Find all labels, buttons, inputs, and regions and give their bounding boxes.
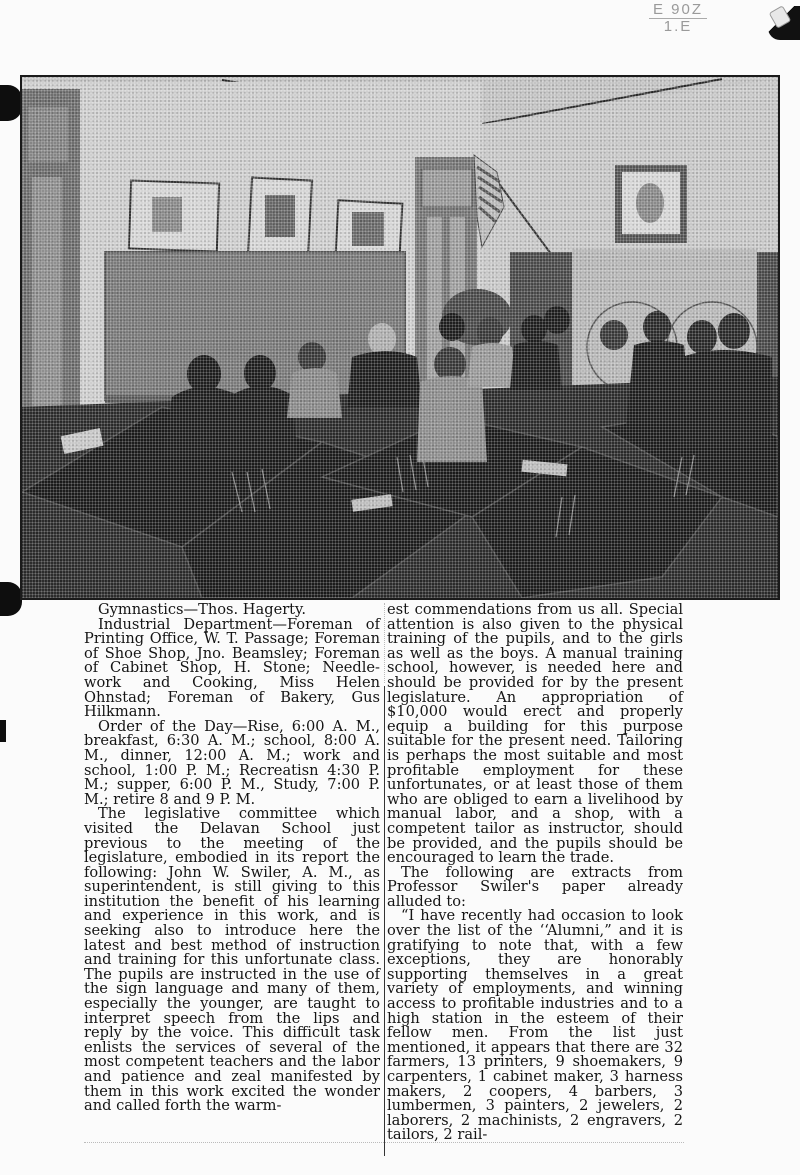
paragraph-commendations: est commendations from us all. Special attention is also given to the physical training of the pupils, and to the girls as well as the boys. A manual training school, however, is needed here and should be provided for by the present legislature. An appropriation of $10,000 would erect and properly equip a building for this purpose suitable for the present need. Tailoring is perhaps the most suitable and most profitable employment for these unfortunates, or at least those of them who are obliged to earn a livelihood by manual labor, and a shop, with a competent tailor as instructor, should be provided, and the pupils should be encouraged to learn the trade. (387, 601, 683, 867)
binder-hole-mark (0, 582, 22, 616)
paragraph-extracts-intro: The following are extracts from Professor Swiler's paper already alluded to: (387, 863, 683, 910)
column-divider (384, 686, 385, 1156)
bottom-rule (84, 1142, 684, 1144)
article-body (84, 603, 684, 1153)
column-divider-dotted (384, 603, 386, 683)
annotation-line-1: E 90Z (649, 2, 707, 19)
binder-edge-mark (0, 720, 6, 742)
paper-clip-icon (768, 6, 800, 40)
paragraph-legislative-committee: The legislative committee which visited the Delavan School just previous to the meeting of the legislature, embodied in its report the following: John W. Swiler, A. M., as superintendent, is still giving to this institution the benefit of his learning and experience in this work, and is seeking also to introduce here the latest and best method of instruction and training for this unfortunate class. The pupils are instructed in the use of the sign language and many of them, especially the younger, are taught to interpret speech from the lips and reply by the voice. This difficult task enlists the services of several of the most competent teachers and the labor and patience and zeal manifested by them in this work excited the wonder and called forth the warm- (84, 805, 380, 1115)
article-column-right (387, 603, 683, 1143)
paragraph-alumni-quote: “I have recently had occasion to look over the list of the ‘‘Alumni,” and it is gratifying to note that, with a few exceptions, they are honorably supporting themselves in a great variety of employments, and winning access to profitable industries and to a high station in the esteem of their fellow men. From the list just mentioned, it appears that there are 32 farmers, 13 printers, 9 shoemakers, 9 carpenters, 1 cabinet maker, 3 harness makers, 2 coopers, 4 barbers, 3 lumbermen, 3 painters, 2 jewelers, 2 laborers, 2 machinists, 2 engravers, 2 tailors, 2 rail- (387, 907, 683, 1144)
article-column-left (84, 603, 380, 1114)
annotation-line-2: 1.E (663, 18, 693, 35)
archive-annotation (638, 2, 718, 38)
classroom-photograph (20, 75, 780, 600)
binder-hole-mark (0, 85, 22, 121)
classroom-illustration (22, 77, 778, 598)
paragraph-gymnastics: Gymnastics—Thos. Hagerty. (98, 601, 306, 618)
paragraph-industrial-department: Industrial Department—Foreman of Printing Office, W. T. Passage; Foreman of Shoe Shop, Jno. Beamsley; Foreman of Cabinet Shop, H. Stone; Needle-work and Cooking, Miss Helen Ohnstad; Foreman of Bakery, Gus Hilkmann. (84, 615, 380, 721)
paragraph-order-of-the-day: Order of the Day—Rise, 6:00 A. M., breakfast, 6:30 A. M.; school, 8:00 A. M., dinner, 12:00 A. M.; work and school, 1:00 P. M.; Recreatisn 4:30 P. M.; supper, 6:00 P. M., Study, 7:00 P. M.; retire 8 and 9 P. M. (84, 717, 380, 808)
framed-portrait (615, 165, 687, 243)
